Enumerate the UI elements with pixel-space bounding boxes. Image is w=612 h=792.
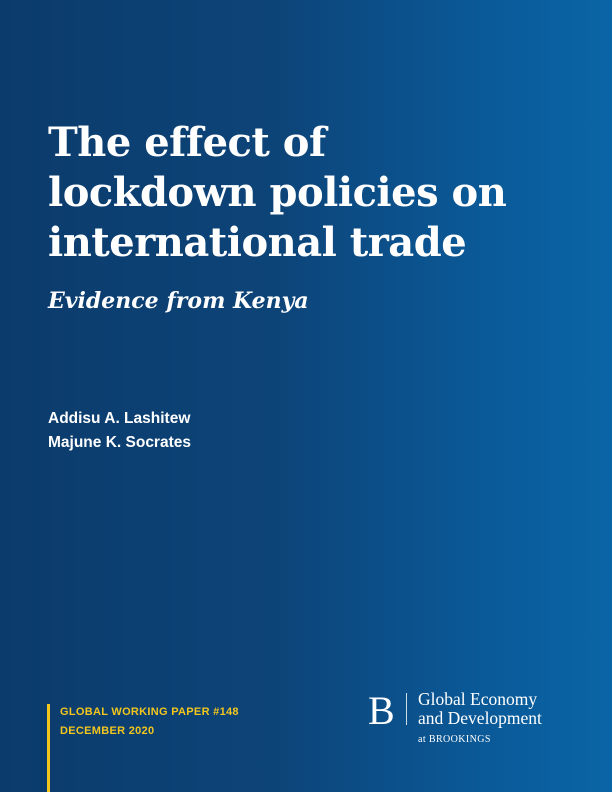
program-name-line-1: Global Economy bbox=[418, 689, 538, 709]
author-name: Addisu A. Lashitew bbox=[48, 410, 191, 427]
paper-series: GLOBAL WORKING PAPER #148 bbox=[60, 706, 239, 718]
report-subtitle: Evidence from Kenya bbox=[48, 288, 309, 314]
program-name-line-2: and Development bbox=[418, 708, 542, 728]
accent-bar bbox=[47, 704, 50, 792]
author-name: Majune K. Socrates bbox=[48, 434, 191, 451]
paper-info bbox=[60, 703, 239, 741]
paper-date: DECEMBER 2020 bbox=[60, 725, 155, 737]
logo-divider bbox=[406, 693, 407, 725]
report-title-line-2: lockdown policies on bbox=[48, 169, 507, 216]
brookings-b-mark: B bbox=[368, 688, 395, 733]
report-title-line-3: international trade bbox=[48, 219, 467, 266]
program-name bbox=[418, 690, 542, 728]
brookings-sub-label: at BROOKINGS bbox=[418, 734, 491, 745]
report-title-line-1: The effect of bbox=[48, 119, 326, 166]
author-list bbox=[48, 407, 191, 455]
report-title bbox=[48, 118, 568, 268]
brookings-logo bbox=[368, 689, 578, 749]
